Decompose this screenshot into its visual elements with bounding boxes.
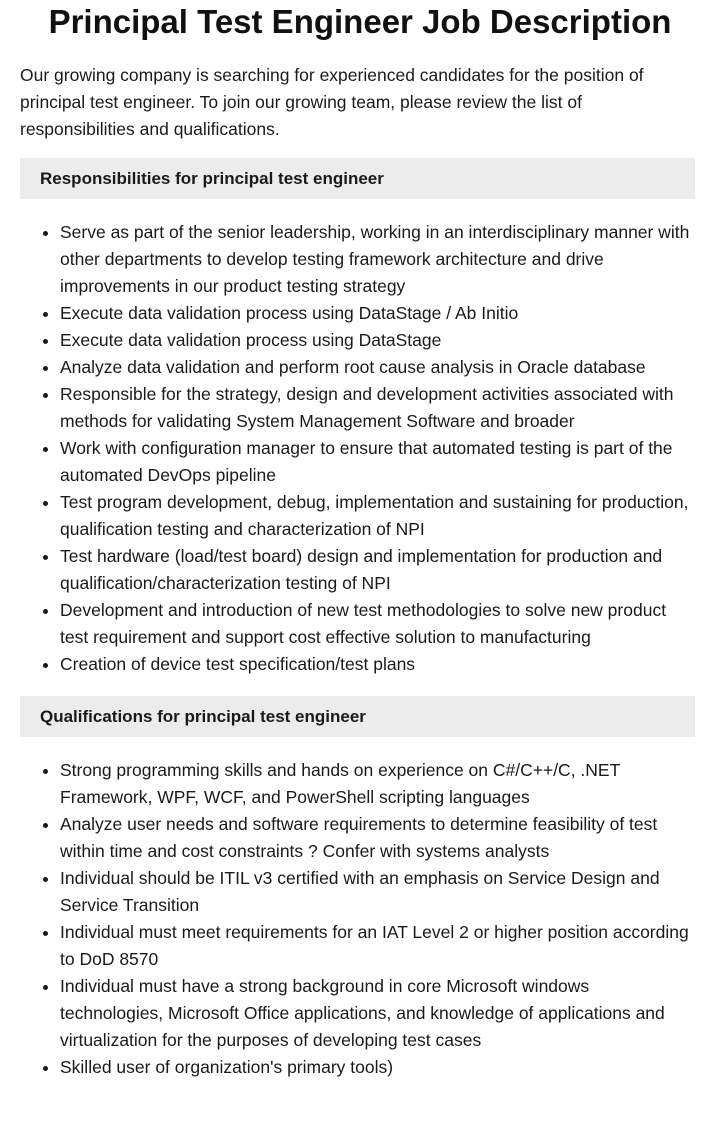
list-item: • Work with configuration manager to ensure that automated testing is part of the automated DevOps pipeline xyxy=(60,435,695,489)
list-item: • Analyze data validation and perform root cause analysis in Oracle database xyxy=(60,354,695,381)
list-item: • Development and introduction of new test methodologies to solve new product test requirement and support cost effective solution to manufacturing xyxy=(60,597,695,651)
responsibilities-list xyxy=(20,219,695,678)
list-item: • Test program development, debug, implementation and sustaining for production, qualification testing and characterization of NPI xyxy=(60,489,695,543)
list-item: • Execute data validation process using DataStage / Ab Initio xyxy=(60,300,695,327)
list-item: • Execute data validation process using DataStage xyxy=(60,327,695,354)
page-title: Principal Test Engineer Job Description xyxy=(48,3,672,40)
list-item: • Responsible for the strategy, design and development activities associated with methods for validating System Management Software and broader xyxy=(60,381,695,435)
list-item: • Analyze user needs and software requirements to determine feasibility of test within time and cost constraints ? Confer with systems analysts xyxy=(60,811,695,865)
list-item: • Test hardware (load/test board) design and implementation for production and qualification/characterization testing of NPI xyxy=(60,543,695,597)
intro-paragraph: Our growing company is searching for experienced candidates for the position of principal test engineer. To join our growing team, please review the list of responsibilities and qualifications. xyxy=(20,65,644,139)
list-item: • Skilled user of organization's primary tools) xyxy=(60,1054,695,1081)
list-item: • Serve as part of the senior leadership, working in an interdisciplinary manner with other departments to develop testing framework architecture and drive improvements in our product testing strategy xyxy=(60,219,695,300)
list-item: • Individual must meet requirements for an IAT Level 2 or higher position according to DoD 8570 xyxy=(60,919,695,973)
qualifications-list xyxy=(20,757,695,1081)
list-item: • Creation of device test specification/test plans xyxy=(60,651,695,678)
list-item: • Individual should be ITIL v3 certified with an emphasis on Service Design and Service Transition xyxy=(60,865,695,919)
list-item: • Individual must have a strong background in core Microsoft windows technologies, Microsoft Office applications, and knowledge of applications and virtualization for the purposes of developing test cases xyxy=(60,973,695,1054)
responsibilities-heading: Responsibilities for principal test engineer xyxy=(20,158,695,199)
qualifications-heading: Qualifications for principal test engineer xyxy=(20,696,695,737)
list-item: • Strong programming skills and hands on experience on C#/C++/C, .NET Framework, WPF, WCF, and PowerShell scripting languages xyxy=(60,757,695,811)
